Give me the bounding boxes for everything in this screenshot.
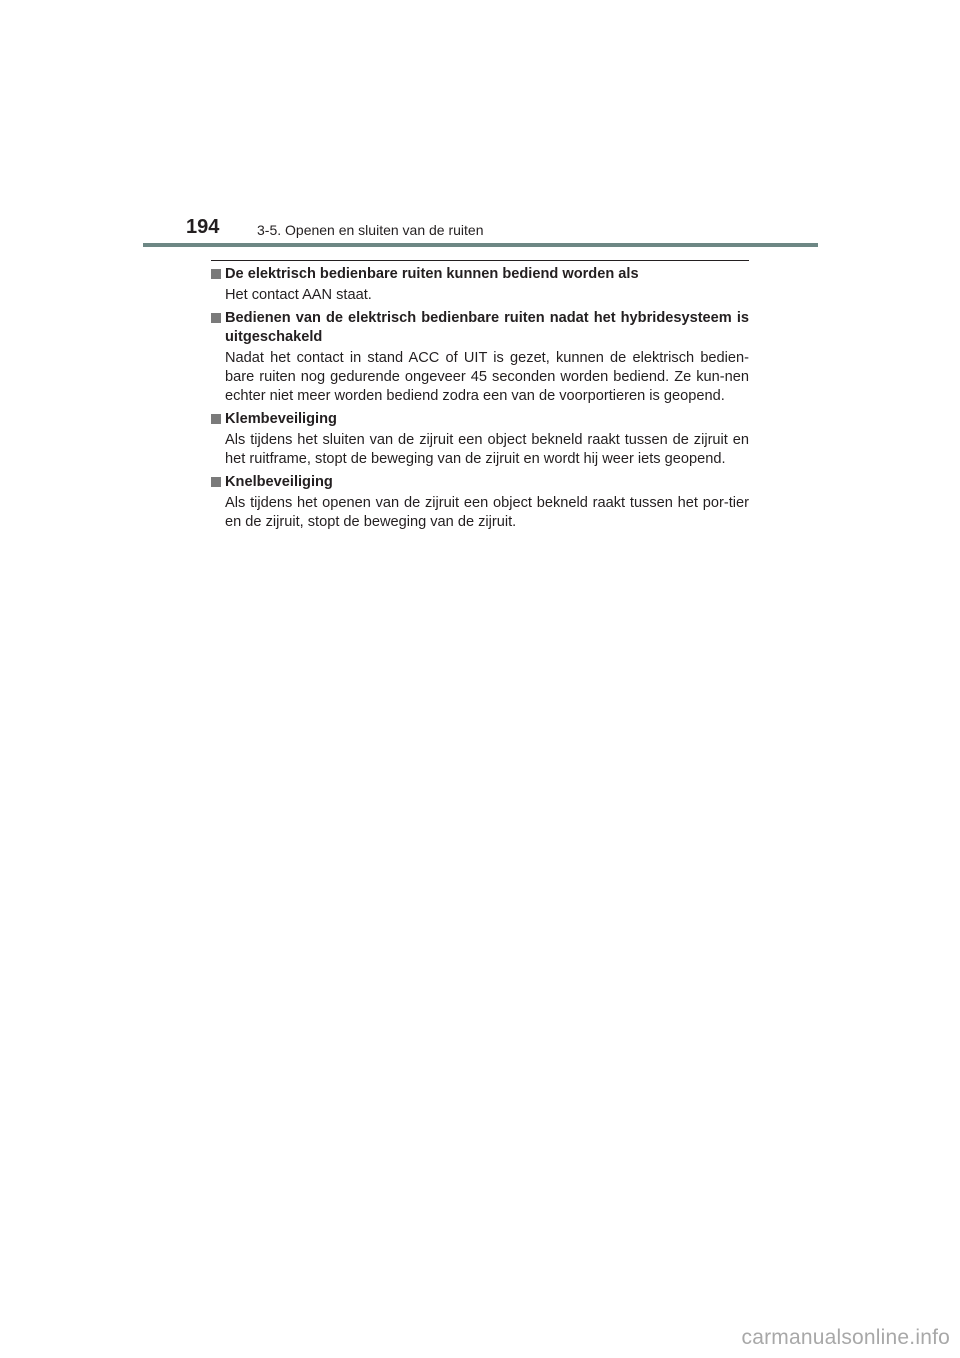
section-operating-condition: [211, 265, 749, 305]
section-jam-protection: [211, 410, 749, 469]
section-body: Als tijdens het openen van de zijruit een object bekneld raakt tussen het por-tier en de zijruit, stopt de beweging van de zijruit.: [225, 495, 749, 530]
section-heading: [211, 309, 749, 347]
section-pinch-protection: [211, 473, 749, 532]
section-body: Het contact AAN staat.: [225, 287, 372, 303]
section-heading-text: Knelbeveiliging: [225, 474, 333, 490]
section-divider: [211, 260, 749, 261]
section-heading-text: Klembeveiliging: [225, 411, 337, 427]
section-body: Als tijdens het sluiten van de zijruit een object bekneld raakt tussen de zijruit en het ruitframe, stopt de beweging van de zijruit en wordt hij weer iets geopend.: [225, 432, 749, 467]
section-body: Nadat het contact in stand ACC of UIT is gezet, kunnen de elektrisch bedien-bare ruiten nog gedurende ongeveer 45 seconden worden bediend. Ze kun-nen echter niet meer worden bediend zodra een van de voorportieren is geopend.: [225, 350, 749, 404]
header-divider: [143, 243, 818, 247]
section-heading-text: Bedienen van de elektrisch bedienbare ruiten nadat het hybridesysteem is uitgeschakeld: [225, 310, 749, 345]
footer-watermark: carmanualsonline.info: [741, 1326, 950, 1349]
square-bullet-icon: [211, 313, 221, 323]
section-heading: [211, 265, 749, 284]
square-bullet-icon: [211, 414, 221, 424]
section-heading-text: De elektrisch bedienbare ruiten kunnen bediend worden als: [225, 266, 639, 282]
page-header: [143, 214, 818, 248]
chapter-title: 3-5. Openen en sluiten van de ruiten: [257, 222, 484, 238]
page-content: [211, 265, 749, 532]
section-heading: [211, 410, 749, 429]
square-bullet-icon: [211, 477, 221, 487]
section-heading: [211, 473, 749, 492]
section-after-shutdown: [211, 309, 749, 406]
page-number: 194: [186, 216, 220, 238]
square-bullet-icon: [211, 269, 221, 279]
